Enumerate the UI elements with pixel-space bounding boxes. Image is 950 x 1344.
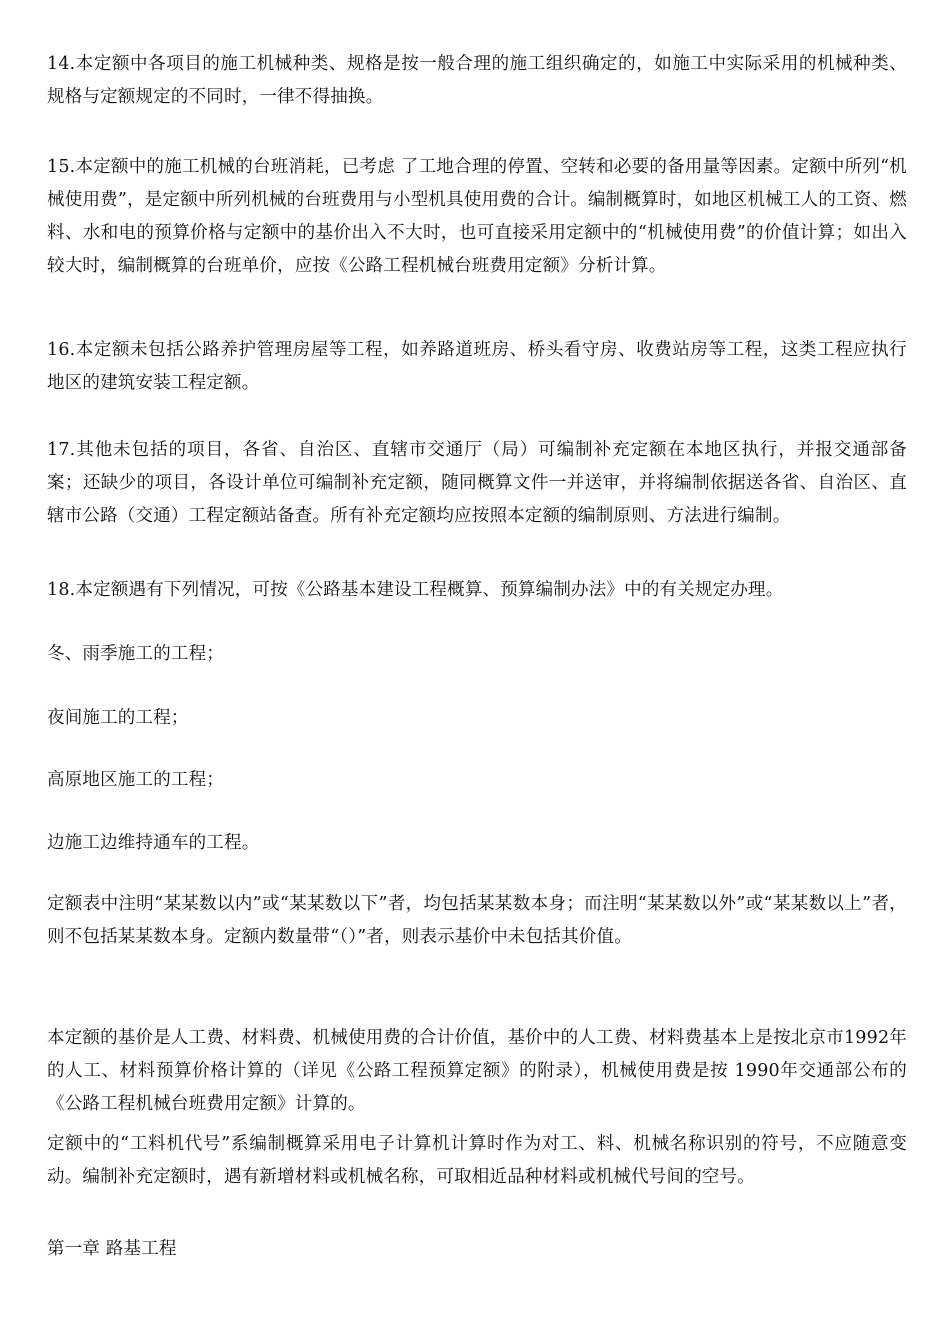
paragraph-14: 14.本定额中各项目的施工机械种类、规格是按一般合理的施工组织确定的，如施工中实际采用的机械种类、规格与定额规定的不同时，一律不得抽换。 <box>47 54 907 107</box>
paragraph-base-price: 本定额的基价是人工费、材料费、机械使用费的合计价值，基价中的人工费、材料费基本上是按北京市1992年的人工、材料预算价格计算的（详见《公路工程预算定额》的附录），机械使用费是按 1990年交通部公布的《公路工程机械台班费用定额》计算的。 <box>47 1028 907 1114</box>
list-item-night: 夜间施工的工程； <box>47 708 189 728</box>
paragraph-16: 16.本定额未包括公路养护管理房屋等工程，如养路道班房、桥头看守房、收费站房等工程，这类工程应执行地区的建筑安装工程定额。 <box>47 340 907 393</box>
paragraph-quantity-notes: 定额表中注明“某某数以内”或“某某数以下”者，均包括某某数本身；而注明“某某数以外”或“某某数以上”者，则不包括某某数本身。定额内数量带“（）”者，则表示基价中未包括其价值。 <box>47 894 907 947</box>
chapter-heading: 第一章 路基工程 <box>47 1239 177 1259</box>
paragraph-18: 18.本定额遇有下列情况，可按《公路基本建设工程概算、预算编制办法》中的有关规定办理。 <box>47 580 784 600</box>
paragraph-15: 15.本定额中的施工机械的台班消耗，已考虑 了工地合理的停置、空转和必要的备用量等因素。定额中所列“机械使用费”，是定额中所列机械的台班费用与小型机具使用费的合计。编制概算时，如地区机械工人的工资、燃料、水和电的预算价格与定额中的基价出入不大时，也可直接采用定额中的“机械使用费”的价值计算；如出入较大时，编制概算的台班单价，应按《公路工程机械台班费用定额》分析计算。 <box>47 157 907 276</box>
paragraph-code-notes: 定额中的“工料机代号”系编制概算采用电子计算机计算时作为对工、料、机械名称识别的符号，不应随意变动。编制补充定额时，遇有新增材料或机械名称，可取相近品种材料或机械代号间的空号。 <box>47 1134 907 1187</box>
list-item-traffic: 边施工边维持通车的工程。 <box>47 833 260 853</box>
paragraph-17: 17.其他未包括的项目，各省、自治区、直辖市交通厅（局）可编制补充定额在本地区执行，并报交通部备案；还缺少的项目，各设计单位可编制补充定额，随同概算文件一并送审，并将编制依据送各省、自治区、直辖市公路（交通）工程定额站备查。所有补充定额均应按照本定额的编制原则、方法进行编制。 <box>47 440 907 526</box>
list-item-plateau: 高原地区施工的工程； <box>47 770 224 790</box>
list-item-winter-rain: 冬、雨季施工的工程； <box>47 644 224 664</box>
